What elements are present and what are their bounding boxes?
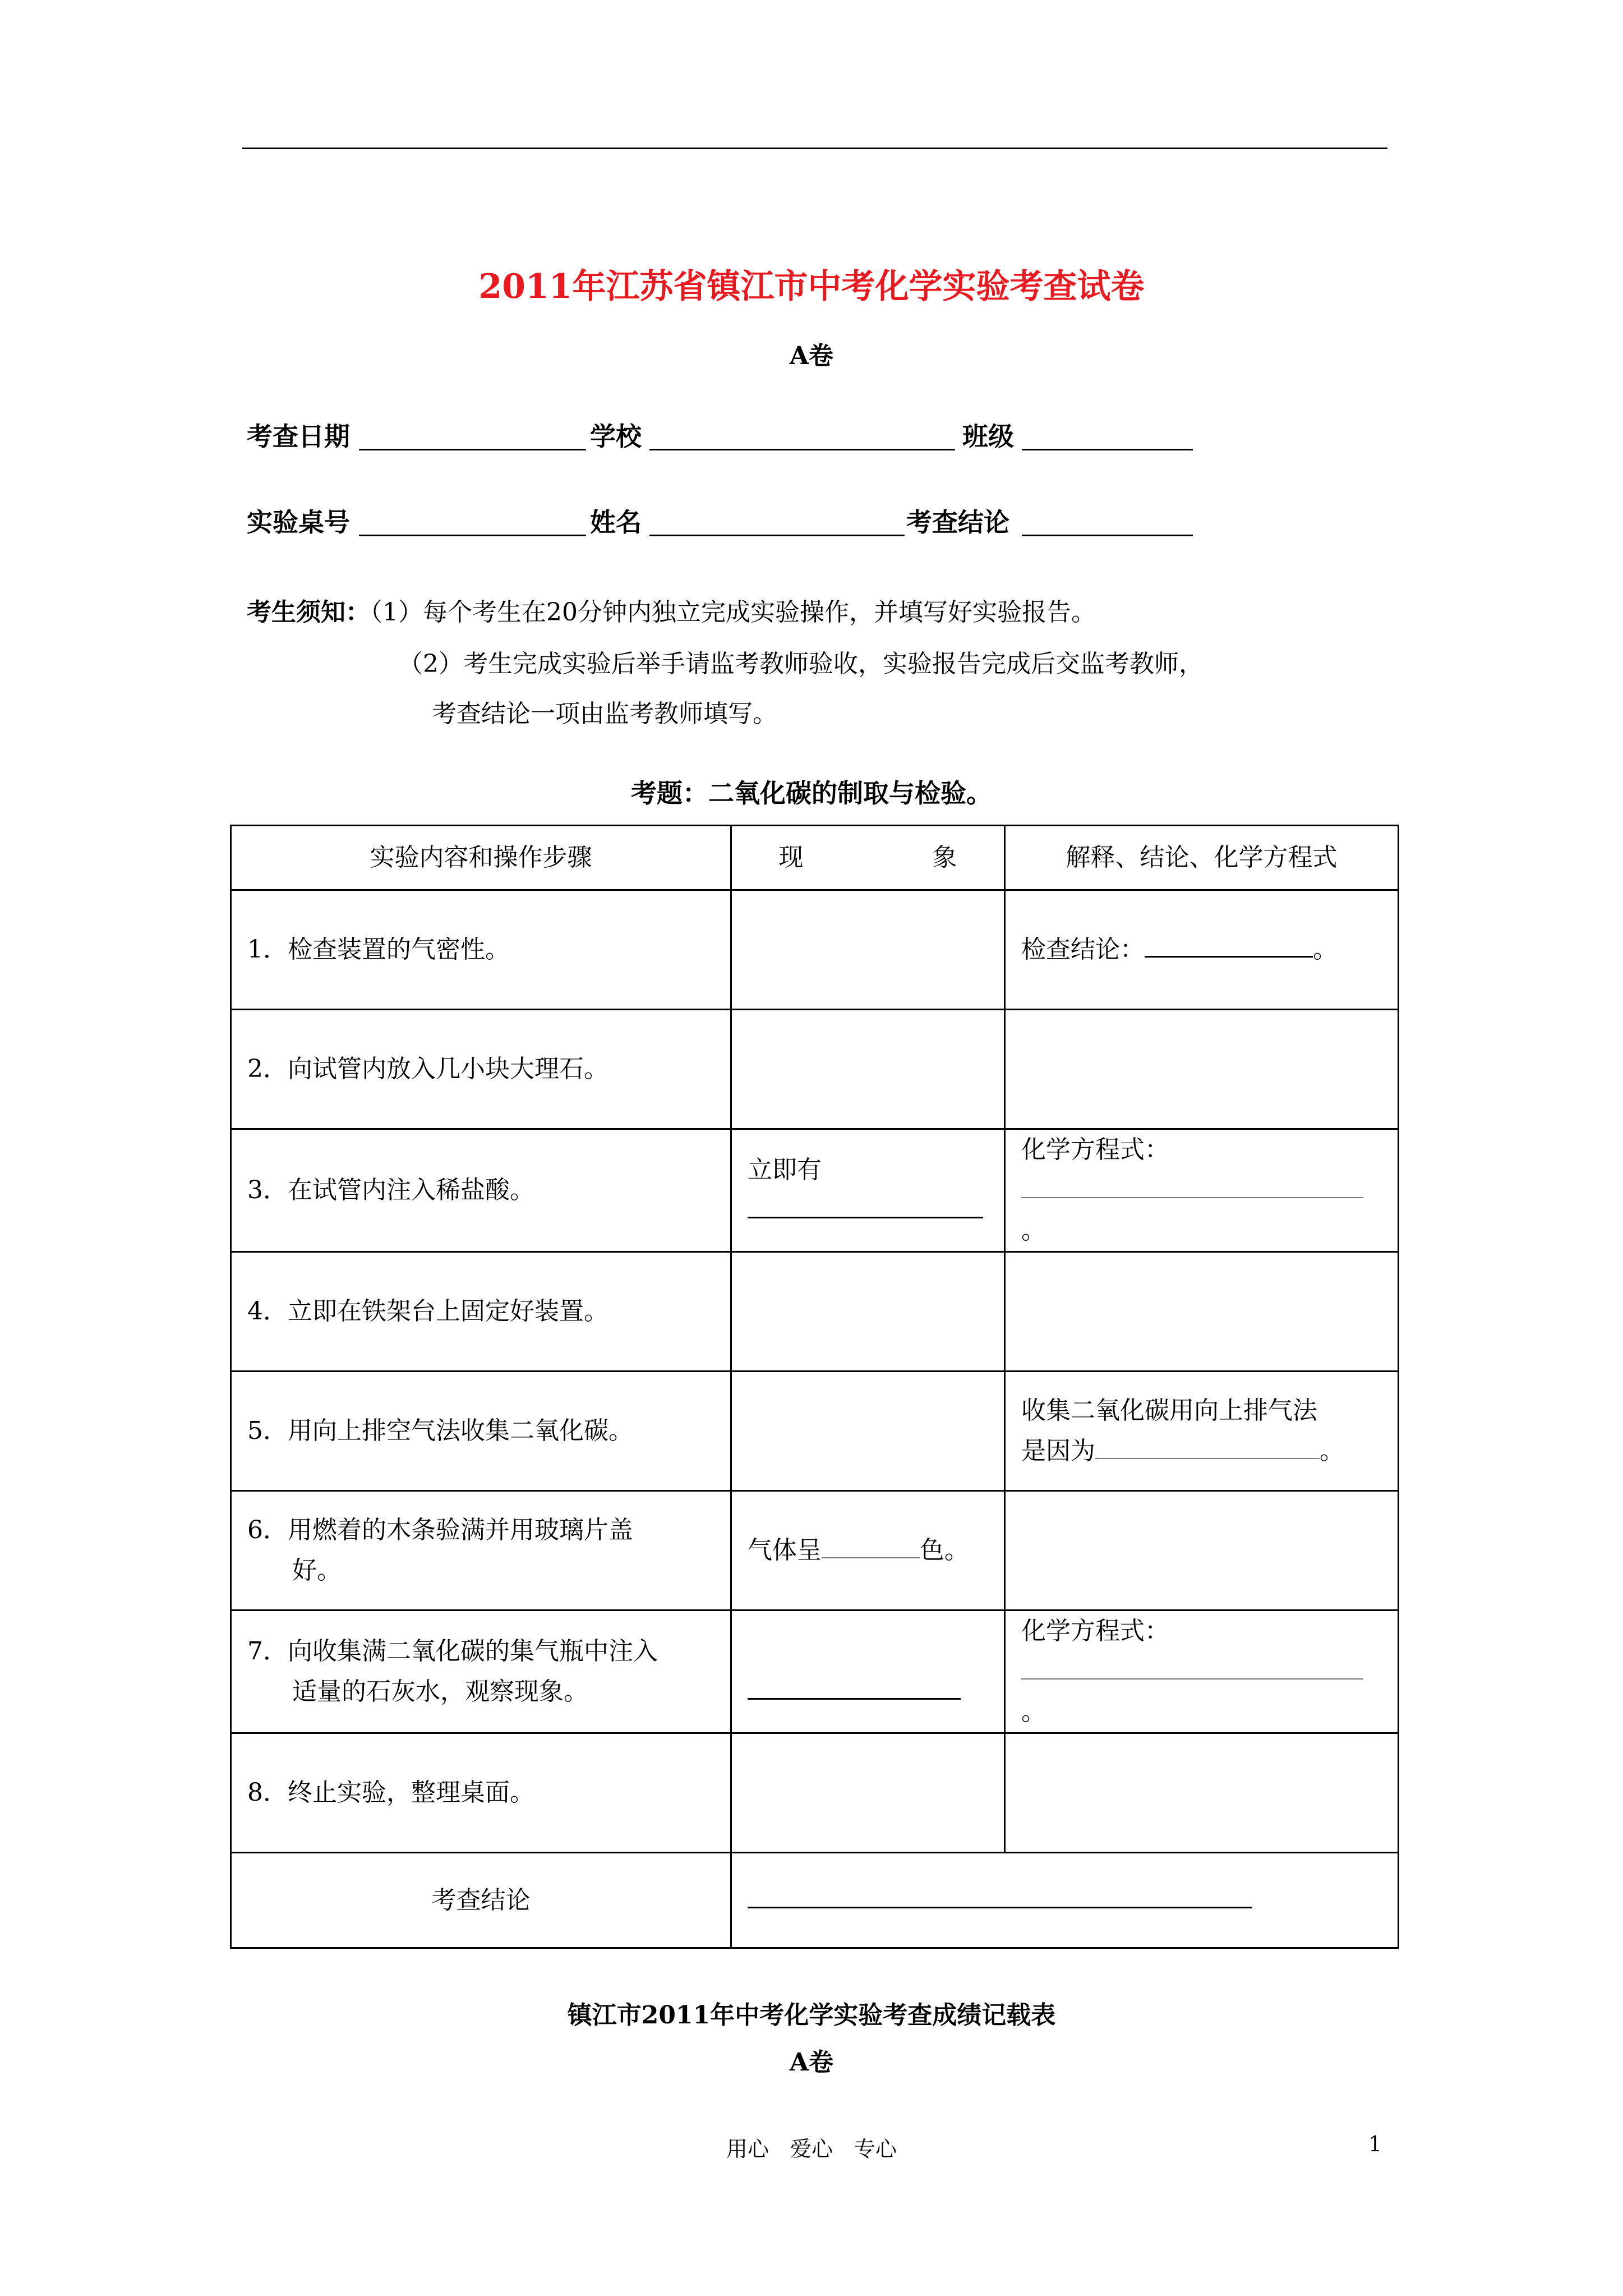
phenomenon-3-blank[interactable] [748, 1216, 983, 1218]
page-title: 2011年江苏省镇江市中考化学实验考查试卷 [478, 267, 1145, 306]
phenomenon-2[interactable] [731, 1010, 1005, 1129]
field-conclusion-label: 考查结论 [906, 507, 1009, 537]
table-row [231, 1372, 1399, 1491]
explain-1[interactable] [1005, 890, 1399, 1010]
explain-3-label: 化学方程式： [1021, 1135, 1169, 1164]
step-7-line-2: 适量的石灰水，观察现象。 [292, 1677, 588, 1706]
phenomenon-6-b: 色。 [920, 1536, 969, 1565]
phenomenon-7-blank[interactable] [748, 1697, 961, 1700]
explain-4[interactable] [1005, 1252, 1399, 1372]
phenomenon-1[interactable] [731, 890, 1005, 1010]
field-name-label: 姓名 [590, 507, 642, 537]
step-2: 2．向试管内放入几小块大理石。 [231, 1010, 731, 1129]
table-row [231, 1491, 1399, 1611]
explain-7[interactable] [1005, 1611, 1399, 1733]
notice-label: 考生须知： [247, 598, 370, 627]
conclusion-cell[interactable] [731, 1853, 1399, 1948]
field-name-blank[interactable] [649, 535, 905, 536]
field-school-blank[interactable] [649, 449, 955, 450]
step-3: 3．在试管内注入稀盐酸。 [231, 1129, 731, 1252]
footer-motto: 用心 爱心 专心 [726, 2137, 897, 2161]
experiment-table [230, 825, 1399, 1949]
step-1: 1．检查装置的气密性。 [231, 890, 731, 1010]
step-7 [231, 1611, 731, 1733]
explain-1-end: 。 [1313, 935, 1338, 964]
header-steps: 实验内容和操作步骤 [231, 826, 731, 890]
explain-5-line-2: 是因为 [1021, 1437, 1095, 1465]
explain-3-blank[interactable] [1021, 1197, 1363, 1198]
header-rule [242, 148, 1387, 149]
table-row [231, 890, 1399, 1010]
field-desk-blank[interactable] [359, 535, 586, 536]
record-subtitle: A卷 [789, 2048, 834, 2077]
step-4: 4．立即在铁架台上固定好装置。 [231, 1252, 731, 1372]
step-8: 8．终止实验，整理桌面。 [231, 1733, 731, 1853]
explain-7-blank[interactable] [1021, 1678, 1363, 1680]
exam-topic: 考题：二氧化碳的制取与检验。 [631, 778, 992, 808]
field-date-blank[interactable] [359, 449, 586, 450]
step-6-line-1: 6．用燃着的木条验满并用玻璃片盖 [247, 1516, 633, 1544]
table-row [231, 1252, 1399, 1372]
field-conclusion-blank[interactable] [1022, 535, 1193, 536]
explain-1-label: 检查结论： [1021, 935, 1145, 964]
notice-line-1 [247, 592, 1096, 628]
notice-item-2: （2）考生完成实验后举手请监考教师验收，实验报告完成后交监考教师， [398, 650, 1204, 678]
step-5: 5．用向上排空气法收集二氧化碳。 [231, 1372, 731, 1491]
explain-1-blank[interactable] [1145, 955, 1313, 958]
field-desk-label: 实验桌号 [247, 507, 350, 537]
table-row [231, 1010, 1399, 1129]
conclusion-label: 考查结论 [231, 1853, 731, 1948]
phenomenon-3-label: 立即有 [748, 1156, 822, 1184]
phenomenon-8[interactable] [731, 1733, 1005, 1853]
notice-item-2-cont: 考查结论一项由监考教师填写。 [432, 700, 777, 728]
header-phenomenon [731, 826, 1005, 890]
phenomenon-4[interactable] [731, 1252, 1005, 1372]
paper-label: A卷 [789, 342, 834, 370]
field-date-label: 考查日期 [247, 421, 350, 452]
explain-7-end: 。 [1021, 1697, 1046, 1726]
step-6-line-2: 好。 [292, 1556, 342, 1585]
explain-5-end: 。 [1320, 1437, 1344, 1465]
field-class-label: 班级 [962, 421, 1014, 452]
step-6 [231, 1491, 731, 1611]
header-phenomenon-b: 象 [932, 843, 957, 872]
table-row [231, 1733, 1399, 1853]
explain-6[interactable] [1005, 1491, 1399, 1611]
explain-7-label: 化学方程式： [1021, 1617, 1169, 1645]
conclusion-blank[interactable] [748, 1906, 1252, 1908]
explain-3[interactable] [1005, 1129, 1399, 1252]
phenomenon-6-a: 气体呈 [748, 1536, 822, 1565]
phenomenon-3[interactable] [731, 1129, 1005, 1252]
table-header-row [231, 826, 1399, 890]
phenomenon-7[interactable] [731, 1611, 1005, 1733]
field-school-label: 学校 [590, 421, 642, 452]
phenomenon-6[interactable] [731, 1491, 1005, 1611]
explain-5-blank[interactable] [1095, 1457, 1320, 1459]
explain-5[interactable] [1005, 1372, 1399, 1491]
table-conclusion-row [231, 1853, 1399, 1948]
notice-item-1: （1）每个考生在20分钟内独立完成实验操作，并填写好实验报告。 [370, 598, 1096, 627]
phenomenon-5[interactable] [731, 1372, 1005, 1491]
step-7-line-1: 7．向收集满二氧化碳的集气瓶中注入 [247, 1637, 658, 1665]
phenomenon-6-blank[interactable] [822, 1557, 920, 1558]
explain-5-line-1: 收集二氧化碳用向上排气法 [1021, 1396, 1317, 1425]
field-class-blank[interactable] [1022, 449, 1193, 450]
explain-2[interactable] [1005, 1010, 1399, 1129]
record-title: 镇江市2011年中考化学实验考查成绩记载表 [567, 2001, 1056, 2030]
header-explain: 解释、结论、化学方程式 [1005, 826, 1399, 890]
header-phenomenon-a: 现 [778, 843, 804, 872]
explain-3-end: 。 [1021, 1216, 1046, 1245]
page-number: 1 [1368, 2132, 1382, 2156]
table-row [231, 1611, 1399, 1733]
explain-8[interactable] [1005, 1733, 1399, 1853]
table-row [231, 1129, 1399, 1252]
